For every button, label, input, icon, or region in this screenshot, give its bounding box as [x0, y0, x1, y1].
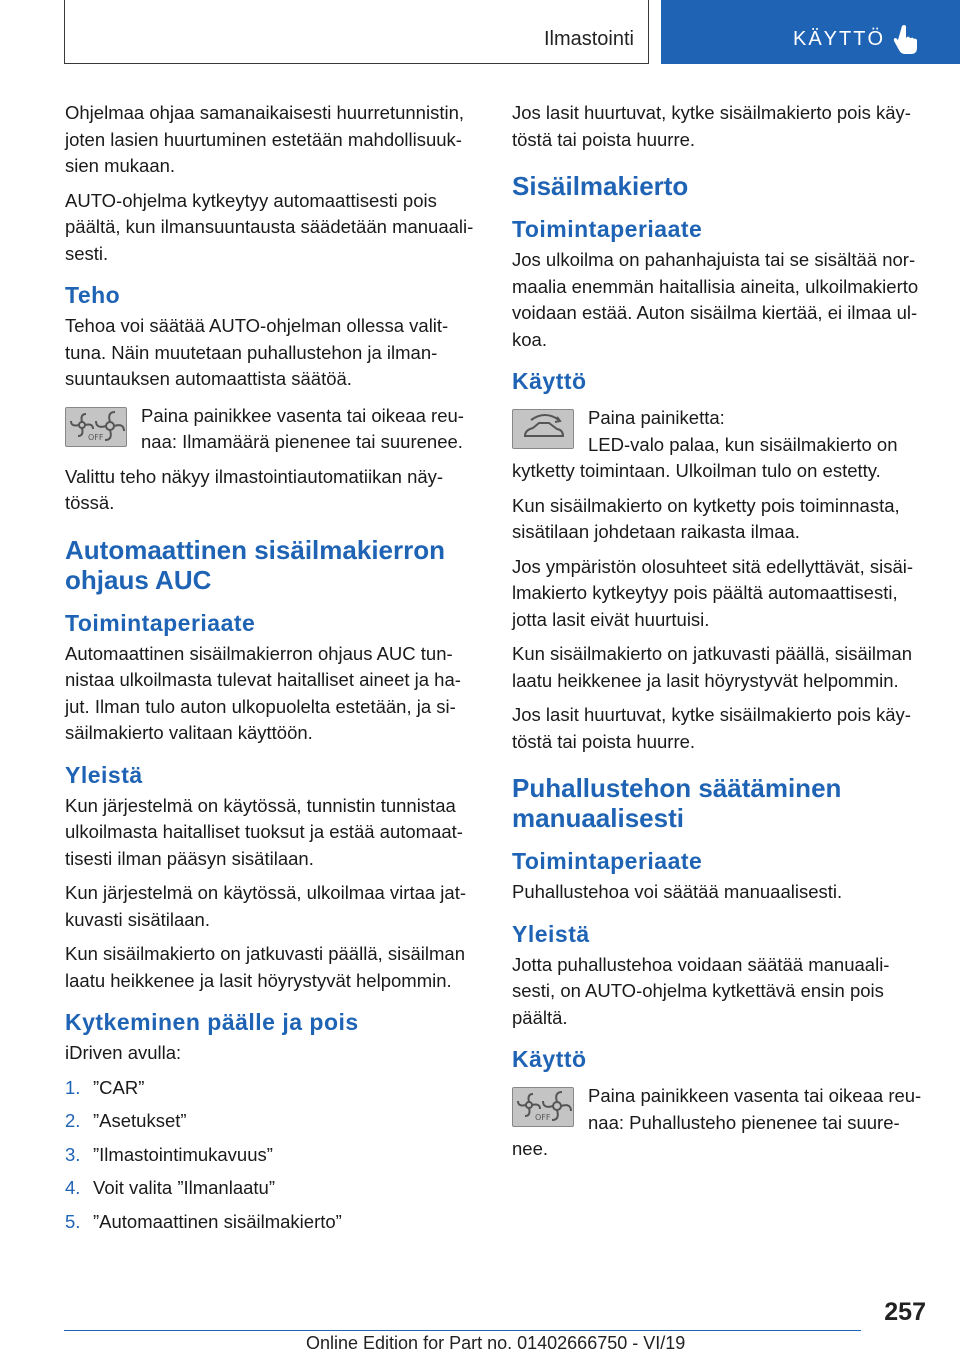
step-number: 1.	[65, 1076, 81, 1098]
svg-text:OFF: OFF	[535, 1113, 551, 1122]
paragraph: AUTO-ohjelma kytkeytyy automaattisesti pois päältä, kun ilmansuuntausta säädetään manuaali-sesti.	[65, 189, 474, 264]
paragraph: Automaattinen sisäilmakierron ohjaus AUC tun-nistaa ulkoilmasta tulevat haitalliset aineet ja ha-jut. Ilman tulo auton ulkopuolelta estetään, ja si-säilmakierto valitaan käyttöön.	[65, 642, 461, 743]
paragraph: Kun sisäilmakierto on kytketty pois toiminnasta, sisätilaan johdetaan raikasta ilmaa.	[512, 494, 900, 542]
step-number: 4.	[65, 1177, 81, 1198]
step-number: 2.	[65, 1110, 81, 1131]
list-item	[65, 1108, 475, 1135]
paragraph: Jos lasit huurtuvat, kytke sisäilmakierto pois käy-töstä tai poista huurre.	[512, 102, 911, 150]
paragraph: Puhallustehoa voi säätää manuaalisesti.	[512, 881, 843, 902]
paragraph: Kun sisäilmakierto on jatkuvasti päällä, sisäilman laatu heikkenee ja lasit höyrystyvät helpommin.	[65, 943, 465, 991]
step-text: ”CAR”	[93, 1076, 145, 1098]
step-text: ”Asetukset”	[93, 1110, 187, 1131]
right-column	[512, 100, 928, 1171]
step-text: ”Ilmastointimukavuus”	[93, 1143, 273, 1165]
heading-kytkeminen: Kytkeminen päälle ja pois	[65, 1009, 359, 1035]
list-item	[65, 1175, 475, 1202]
icon-instruction	[512, 405, 928, 485]
svg-text:OFF: OFF	[88, 432, 104, 442]
heading-toimintaperiaate: Toimintaperiaate	[512, 848, 703, 874]
heading-yleista: Yleistä	[512, 920, 590, 947]
paragraph: Jos ulkoilma on pahanhajuista tai se sisältää nor-maalia enemmän haitallisia aineita, ulkoilmakierto voidaan estää. Auton sisäilma kiertää, ei ilmaa ul-koa.	[512, 249, 919, 350]
icon-instruction-text: Paina painikkeen vasenta tai oikeaa reu-naa: Puhallusteho pienenee tai suure-nee.	[512, 1085, 922, 1159]
heading-toimintaperiaate: Toimintaperiaate	[512, 216, 703, 242]
heading-kaytto: Käyttö	[512, 368, 587, 394]
step-text: Voit valita ”Ilmanlaatu”	[93, 1177, 276, 1198]
fan-speed-button-icon	[65, 407, 127, 447]
heading-auc: Automaattinen sisäilmakierron ohjaus AUC	[65, 534, 445, 595]
heading-teho: Teho	[65, 282, 121, 308]
hand-pointer-icon	[893, 24, 919, 54]
left-column	[65, 100, 475, 1242]
heading-puhallustehon-saataminen: Puhallustehon säätäminen manuaalisesti	[512, 773, 842, 833]
paragraph: Ohjelmaa ohjaa samanaikaisesti huurretunnistin, joten lasien huurtuminen estetään mahdollisuuk-sien mukaan.	[65, 102, 464, 176]
icon-instruction-text: LED-valo palaa, kun sisäilmakierto on kytketty toimintaan. Ulkoilman tulo on estetty.	[512, 433, 898, 481]
heading-sisailmakierto: Sisäilmakierto	[512, 171, 689, 201]
footer-divider	[64, 1330, 861, 1331]
paragraph: Valittu teho näkyy ilmastointiautomatiikan näy-tössä.	[65, 465, 444, 513]
icon-instruction	[65, 403, 475, 456]
heading-yleista: Yleistä	[65, 761, 143, 788]
step-number: 5.	[65, 1210, 81, 1232]
paragraph: Jos lasit huurtuvat, kytke sisäilmakierto pois käy-töstä tai poista huurre.	[512, 704, 911, 752]
footer-edition: Online Edition for Part no. 01402666750 - VI/19	[306, 1333, 686, 1353]
icon-instruction-text: Paina painikkee vasenta tai oikeaa reu-naa: Ilmamäärä pienenee tai suurenee.	[141, 404, 464, 452]
icon-instruction	[512, 1083, 928, 1163]
paragraph: Jos ympäristön olosuhteet sitä edellyttävät, sisäi-lmakierto kytkeytyy pois päältä automaattisesti, jotta lasit eivät huurtuisi.	[512, 555, 914, 630]
fan-speed-button-icon	[512, 1087, 574, 1127]
paragraph: Kun järjestelmä on käytössä, ulkoilmaa virtaa jat-kuvasti sisätilaan.	[65, 882, 467, 930]
paragraph: Jotta puhallustehoa voidaan säätää manuaali-sesti, on AUTO-ohjelma kytkettävä ensin pois päältä.	[512, 953, 890, 1028]
section-title: Ilmastointi	[543, 28, 634, 50]
chapter-tab-label: KÄYTTÖ	[793, 28, 886, 50]
list-item	[65, 1209, 475, 1236]
icon-instruction-text: Paina painiketta:	[588, 407, 725, 428]
step-text: ”Automaattinen sisäilmakierto”	[93, 1210, 342, 1232]
step-number: 3.	[65, 1143, 81, 1165]
recirculation-button-icon	[512, 409, 574, 449]
paragraph: iDriven avulla:	[65, 1042, 182, 1063]
paragraph: Tehoa voi säätää AUTO-ohjelman ollessa valit-tuna. Näin muutetaan puhallustehon ja ilman-suuntauksen automaattista säätöä.	[65, 315, 449, 389]
heading-kaytto: Käyttö	[512, 1046, 587, 1072]
page-number: 257	[884, 1298, 926, 1326]
step-list	[65, 1075, 475, 1236]
list-item	[65, 1142, 475, 1169]
paragraph: Kun järjestelmä on käytössä, tunnistin tunnistaa ulkoilmasta haitalliset tuoksut ja estää automaat-tisesti ilman pääsyn sisätilaan.	[65, 794, 463, 869]
list-item	[65, 1075, 475, 1102]
heading-toimintaperiaate: Toimintaperiaate	[65, 609, 256, 636]
paragraph: Kun sisäilmakierto on jatkuvasti päällä, sisäilman laatu heikkenee ja lasit höyrystyvät helpommin.	[512, 643, 912, 691]
